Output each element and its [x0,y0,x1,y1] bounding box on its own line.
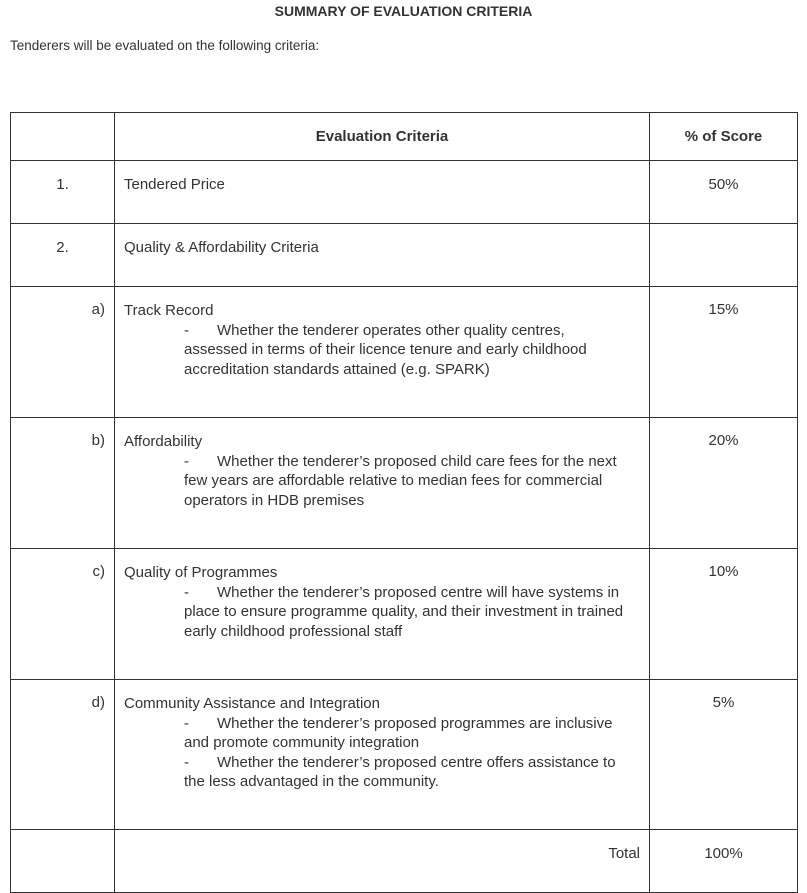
table-row [11,224,798,287]
intro-text: Tenderers will be evaluated on the following criteria: [10,38,320,53]
criteria-bullet: - Whether the tenderer’s proposed child care fees for the next few years are affordable relative to median fees for commercial operators in HDB premises [184,452,617,509]
row-criteria: Quality & Affordability Criteria [115,224,650,287]
criteria-title: Track Record [124,302,214,319]
row-criteria [115,418,650,549]
table-header-row [11,113,798,161]
criteria-title: Affordability [124,433,203,450]
row-criteria: Tendered Price [115,161,650,224]
total-row [11,830,798,893]
row-criteria [115,549,650,680]
row-number: 1. [11,161,115,224]
criteria-bullet: - Whether the tenderer’s proposed programmes are inclusive and promote community integration [184,714,613,751]
row-score: 10% [650,549,798,680]
row-score: 50% [650,161,798,224]
row-criteria [115,680,650,830]
table-row [11,680,798,830]
header-score: % of Score [650,113,798,161]
header-criteria: Evaluation Criteria [115,113,650,161]
row-number: c) [11,549,115,680]
criteria-bullet: - Whether the tenderer’s proposed centre offers assistance to the less advantaged in the community. [184,753,616,790]
table-row [11,161,798,224]
row-score [650,224,798,287]
row-number: d) [11,680,115,830]
table-row [11,549,798,680]
row-number: b) [11,418,115,549]
page-title: SUMMARY OF EVALUATION CRITERIA [274,3,533,19]
criteria-bullet: - Whether the tenderer’s proposed centre will have systems in place to ensure programme quality, and their investment in trained early childhood professional staff [184,583,624,640]
evaluation-criteria-table [10,112,798,893]
header-num [11,113,115,161]
row-score: 20% [650,418,798,549]
criteria-bullet: - Whether the tenderer operates other quality centres, assessed in terms of their licence tenure and early childhood accreditation standards attained (e.g. SPARK) [184,321,587,378]
row-number: 2. [11,224,115,287]
total-label: Total [115,830,650,893]
criteria-title: Quality of Programmes [124,564,278,581]
criteria-title: Community Assistance and Integration [124,695,380,712]
row-criteria [115,287,650,418]
row-score: 15% [650,287,798,418]
table-row [11,287,798,418]
row-number: a) [11,287,115,418]
table-row [11,418,798,549]
total-empty-cell [11,830,115,893]
row-score: 5% [650,680,798,830]
total-score: 100% [650,830,798,893]
